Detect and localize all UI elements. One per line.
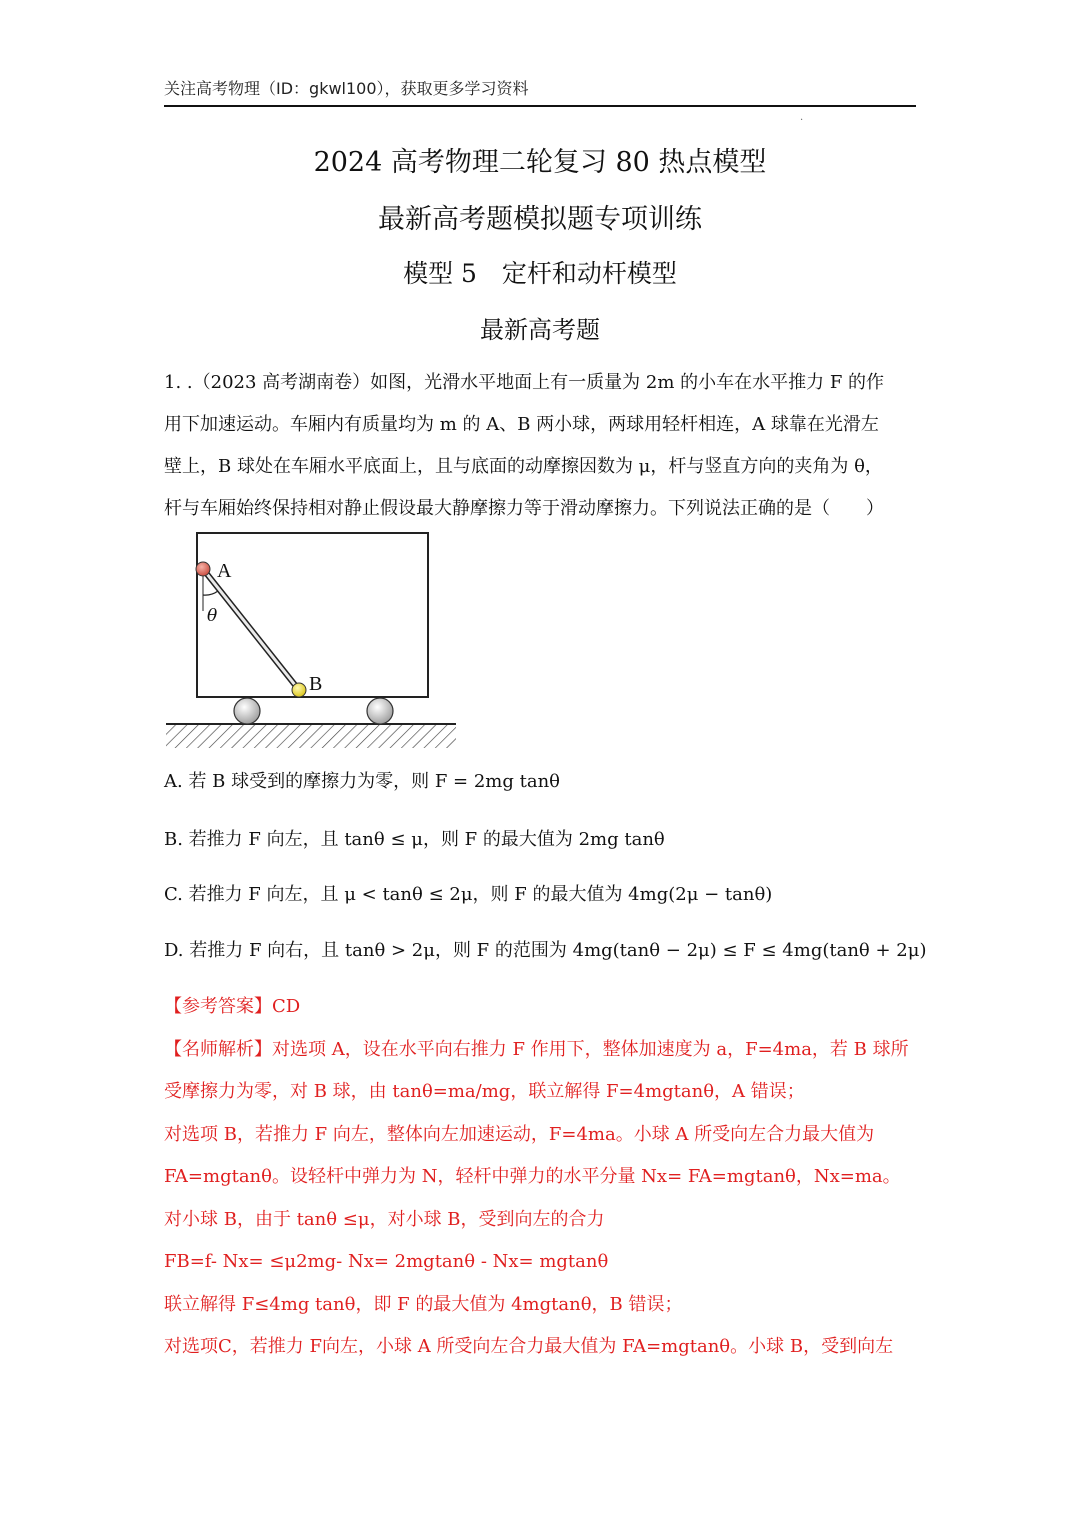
answer-line: 联立解得 F≤4mg tanθ，即 F 的最大值为 4mgtanθ，B 错误； [164, 1293, 683, 1315]
answer-line: 对选项C，若推力 F向左，小球 A 所受向左合力最大值为 FA=mgtanθ。小球 B，受到向左 [164, 1336, 894, 1357]
ground-hatch [166, 724, 456, 748]
cart-figure [160, 525, 460, 750]
option-c: C. 若推力 F 向左，且 μ < tanθ ≤ 2μ，则 F 的最大值为 4mg(2μ − tanθ) [164, 884, 773, 905]
option-d: D. 若推力 F 向右，且 tanθ > 2μ，则 F 的范围为 4mg(tanθ − 2μ) ≤ F ≤ 4mg(tanθ + 2μ) [164, 940, 927, 961]
ball-a [196, 562, 210, 576]
sub-title: 最新高考题模拟题专项训练 [378, 204, 702, 235]
section-title: 最新高考题 [480, 316, 600, 344]
answer-block [164, 986, 916, 1369]
wheel-left [234, 698, 260, 724]
question-line: 壁上，B 球处在车厢水平底面上，且与底面的动摩擦因数为 μ，杆与竖直方向的夹角为 θ， [164, 456, 883, 477]
answer-line: FA=mgtanθ。设轻杆中弹力为 N，轻杆中弹力的水平分量 Nx= FA=mgtanθ，Nx=ma。 [164, 1166, 901, 1187]
main-title: 2024 高考物理二轮复习 80 热点模型 [313, 147, 767, 178]
answer-line: 对小球 B，由于 tanθ ≤μ，对小球 B，受到向左的合力 [164, 1208, 605, 1230]
label-a: A [217, 560, 232, 582]
answer-line: 受摩擦力为零，对 B 球，由 tanθ=ma/mg，联立解得 F=4mgtanθ，A 错误； [164, 1081, 805, 1102]
answer-line: 对选项 B，若推力 F 向左，整体向左加速运动，F=4ma。小球 A 所受向左合力最大值为 [164, 1123, 875, 1145]
wheel-right [367, 698, 393, 724]
answer-line: FB=f- Nx= ≤μ2mg- Nx= 2mgtanθ - Nx= mgtanθ [164, 1251, 609, 1272]
question-line: 1. .（2023 高考湖南卷）如图，光滑水平地面上有一质量为 2m 的小车在水平推力 F 的作 [164, 372, 885, 393]
option-a: A. 若 B 球受到的摩擦力为零，则 F = 2mg tanθ [164, 771, 561, 792]
answer-line: 【参考答案】CD [164, 996, 301, 1017]
ball-b [292, 683, 306, 697]
page-header: 关注高考物理（ID：gkwl100），获取更多学习资料 [164, 76, 916, 107]
label-theta: θ [207, 606, 218, 626]
page-dot: . [800, 112, 804, 123]
question-line: 用下加速运动。车厢内有质量均为 m 的 A、B 两小球，两球用轻杆相连，A 球靠在光滑左 [164, 414, 879, 435]
question-line: 杆与车厢始终保持相对静止假设最大静摩擦力等于滑动摩擦力。下列说法正确的是（ ） [164, 498, 884, 519]
answer-line: 【名师解析】对选项 A，设在水平向右推力 F 作用下，整体加速度为 a，F=4ma，若 B 球所 [164, 1038, 909, 1060]
question-stem [164, 362, 916, 530]
option-b: B. 若推力 F 向左，且 tanθ ≤ μ，则 F 的最大值为 2mg tanθ [164, 829, 665, 850]
model-title: 模型 5 定杆和动杆模型 [403, 259, 677, 288]
label-b: B [309, 673, 323, 695]
